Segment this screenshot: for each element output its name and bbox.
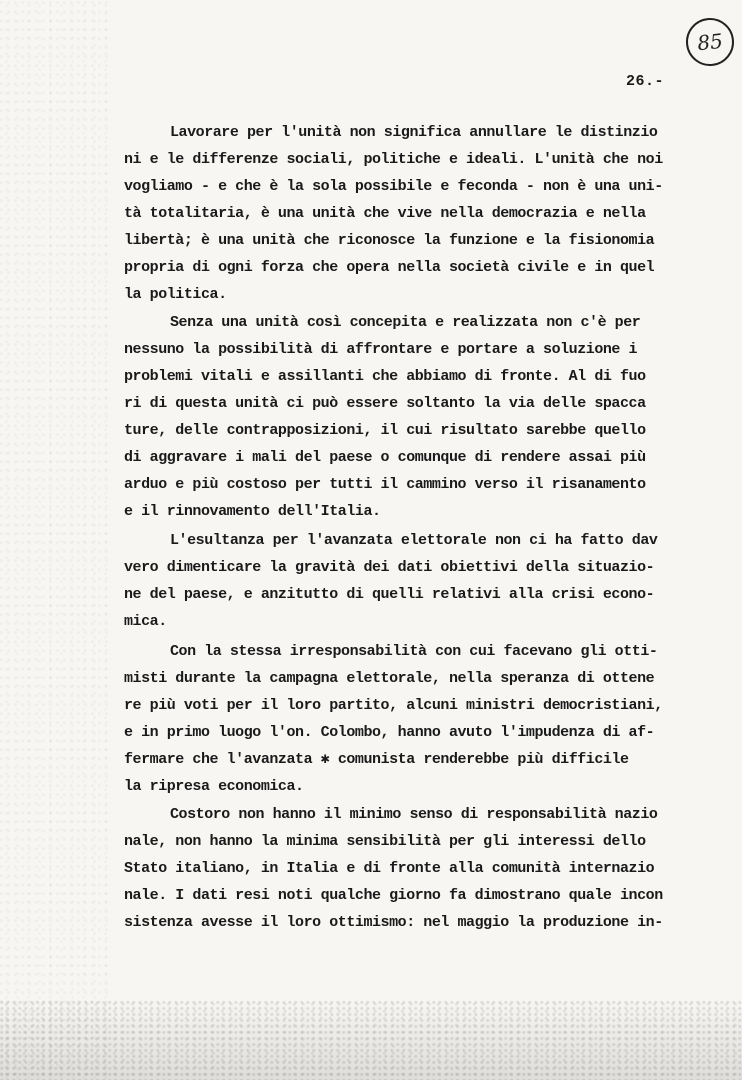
text-line: re più voti per il loro partito, alcuni ministri democristiani,	[124, 697, 663, 714]
text-line: ni e le differenze sociali, politiche e ideali. L'unità che noi	[124, 151, 663, 168]
scan-bottom-noise	[0, 1000, 742, 1080]
text-line: e in primo luogo l'on. Colombo, hanno avuto l'impudenza di af-	[124, 724, 655, 741]
text-line: e il rinnovamento dell'Italia.	[124, 503, 381, 520]
scan-edge-noise	[0, 0, 110, 1080]
text-line: Costoro non hanno il minimo senso di responsabilità nazio	[170, 806, 658, 823]
text-line: nale, non hanno la minima sensibilità per gli interessi dello	[124, 833, 646, 850]
archive-stamp-number: 85	[696, 28, 724, 56]
text-line: misti durante la campagna elettorale, nella speranza di ottene	[124, 670, 655, 687]
text-line: ne del paese, e anzitutto di quelli relativi alla crisi econo-	[124, 586, 655, 603]
text-line: la politica.	[124, 286, 227, 303]
text-line: nale. I dati resi noti qualche giorno fa dimostrano quale incon	[124, 887, 663, 904]
text-line: fermare che l'avanzata ✱ comunista renderebbe più difficile	[124, 751, 629, 768]
text-line: Lavorare per l'unità non significa annullare le distinzio	[170, 124, 658, 141]
text-line: vogliamo - e che è la sola possibile e feconda - non è una uni-	[124, 178, 663, 195]
text-line: vero dimenticare la gravità dei dati obiettivi della situazio-	[124, 559, 655, 576]
text-line: ture, delle contrapposizioni, il cui risultato sarebbe quello	[124, 422, 646, 439]
text-line: sistenza avesse il loro ottimismo: nel maggio la produzione in-	[124, 914, 663, 931]
text-line: propria di ogni forza che opera nella società civile e in quel	[124, 259, 655, 276]
text-line: Senza una unità così concepita e realizzata non c'è per	[170, 314, 641, 331]
text-line: di aggravare i mali del paese o comunque di rendere assai più	[124, 449, 646, 466]
text-line: problemi vitali e assillanti che abbiamo di fronte. Al di fuo	[124, 368, 646, 385]
page-number: 26.-	[626, 73, 665, 90]
text-line: Con la stessa irresponsabilità con cui facevano gli otti-	[170, 643, 658, 660]
text-line: nessuno la possibilità di affrontare e portare a soluzione i	[124, 341, 638, 358]
text-line: tà totalitaria, è una unità che vive nella democrazia e nella	[124, 205, 646, 222]
text-line: ri di questa unità ci può essere soltanto la via delle spacca	[124, 395, 646, 412]
text-line: mica.	[124, 613, 167, 630]
text-line: Stato italiano, in Italia e di fronte alla comunità internazio	[124, 860, 655, 877]
archive-stamp	[684, 16, 737, 69]
text-line: L'esultanza per l'avanzata elettorale non ci ha fatto dav	[170, 532, 658, 549]
text-line: libertà; è una unità che riconosce la funzione e la fisionomia	[124, 232, 655, 249]
text-line: la ripresa economica.	[124, 778, 304, 795]
text-line: arduo e più costoso per tutti il cammino verso il risanamento	[124, 476, 646, 493]
